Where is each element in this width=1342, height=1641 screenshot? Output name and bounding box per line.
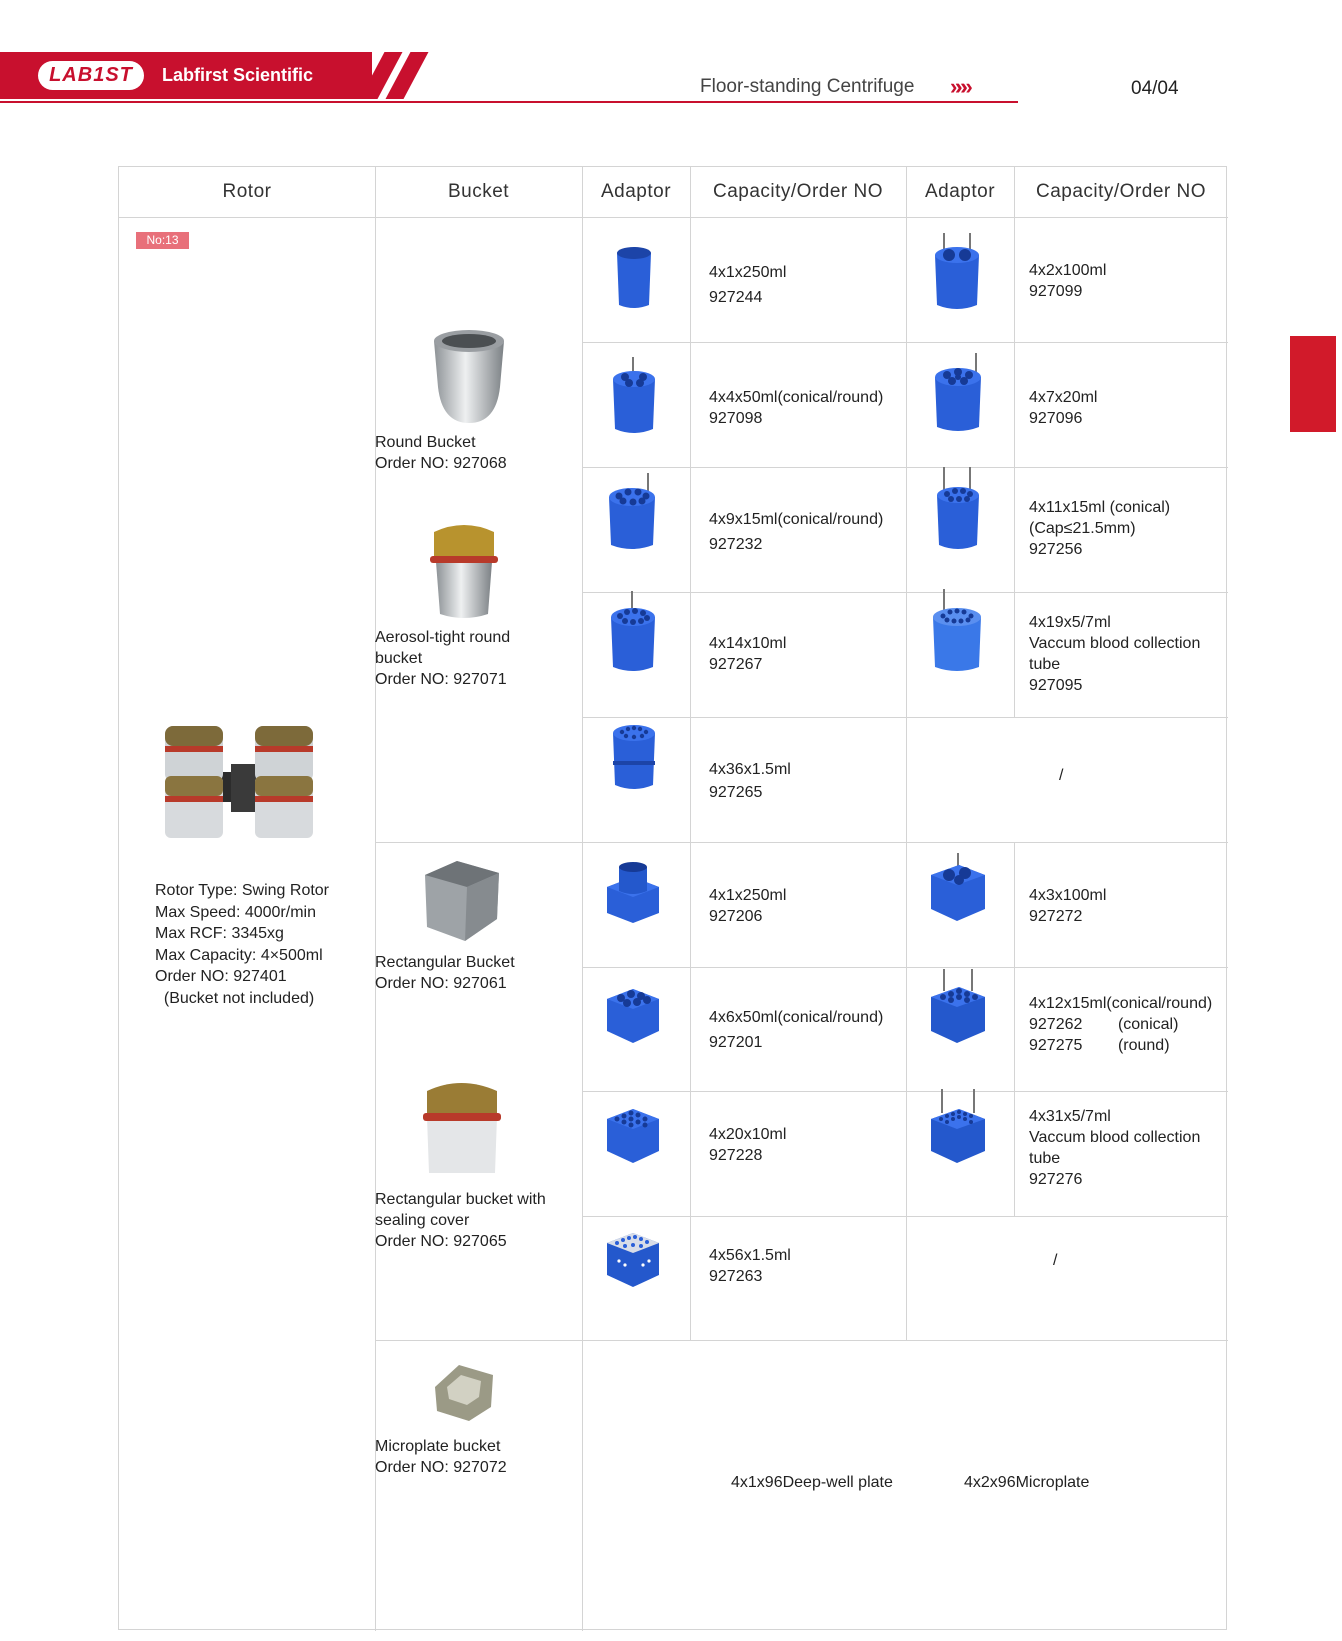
rotor-note: (Bucket not included) — [155, 989, 315, 1007]
brand-logo: LAB1ST — [38, 61, 144, 90]
capacity-cell: 4x3x100ml 927272 — [1029, 887, 1107, 925]
adaptor-9x15ml-image — [603, 473, 661, 553]
capacity-cell: 4x19x5/7ml Vaccum blood collection tube 927095 — [1029, 614, 1201, 694]
rotor-type: Rotor Type: Swing Rotor — [155, 882, 330, 899]
capacity-cell: 4x56x1.5ml 927263 — [709, 1247, 791, 1285]
company-name: Labfirst Scientific — [162, 65, 314, 85]
rotor-specs — [155, 880, 329, 1009]
rectangular-bucket-label: Rectangular Bucket Order NO: 927061 — [375, 954, 515, 992]
grid-line — [582, 1216, 1228, 1217]
empty-cell-slash: / — [1053, 1252, 1058, 1269]
adaptor-4x50ml-image — [607, 357, 661, 437]
adaptor-table — [118, 166, 1227, 1630]
sealed-rectangular-bucket-label: Rectangular bucket with sealing cover Order NO: 927065 — [375, 1191, 546, 1250]
adaptor-2x100ml-image — [929, 231, 985, 313]
capacity-cell: 4x2x100ml 927099 — [1029, 262, 1107, 300]
rotor-number-badge: No:13 — [136, 232, 189, 249]
grid-line — [582, 342, 1228, 343]
microplate-bucket-label: Microplate bucket Order NO: 927072 — [375, 1438, 507, 1476]
chevron-right-icon: »»» — [950, 74, 966, 99]
header-bucket: Bucket — [447, 181, 510, 202]
microplate-capacity-left: 4x1x96Deep-well plate — [731, 1474, 893, 1491]
grid-line — [582, 967, 1228, 968]
empty-cell-slash: / — [1059, 767, 1064, 784]
section-title: Floor-standing Centrifuge — [700, 76, 915, 97]
capacity-cell: 4x1x250ml 927244 — [709, 264, 787, 306]
grid-line — [119, 217, 1228, 218]
capacity-cell: 4x11x15ml (conical) (Cap≤21.5mm) 927256 — [1029, 499, 1171, 558]
aerosol-bucket-label: Aerosol-tight round bucket Order NO: 927071 — [375, 629, 511, 688]
adaptor-rect-1x250ml-image — [603, 857, 663, 927]
swing-rotor-image — [159, 712, 329, 852]
header-adaptor-2: Adaptor — [924, 181, 996, 202]
header-adaptor-1: Adaptor — [600, 181, 672, 202]
adaptor-rect-12x15ml-image — [927, 969, 989, 1047]
rectangular-bucket-image — [419, 857, 504, 947]
grid-line — [582, 717, 1228, 718]
rotor-max-speed: Max Speed: 4000r/min — [155, 903, 316, 921]
adaptor-rect-20x10ml-image — [603, 1101, 663, 1167]
side-tab — [1290, 336, 1336, 432]
grid-line — [1014, 167, 1015, 717]
adaptor-1x250ml-image — [609, 243, 659, 313]
capacity-cell: 4x36x1.5ml 927265 — [709, 761, 791, 801]
grid-line — [375, 167, 376, 1631]
grid-line — [1014, 842, 1015, 1216]
capacity-cell: 4x1x250ml 927206 — [709, 887, 787, 925]
capacity-cell: 4x12x15ml(conical/round) 927262 (conical) 927275 (round) — [1029, 995, 1213, 1054]
capacity-cell: 4x4x50ml(conical/round) 927098 — [709, 389, 884, 427]
sealed-rectangular-bucket-image — [419, 1077, 504, 1177]
adaptor-14x10ml-image — [605, 591, 661, 675]
capacity-cell: 4x14x10ml 927267 — [709, 635, 787, 673]
header-rotor: Rotor — [222, 181, 272, 202]
header-rule — [0, 101, 1018, 103]
grid-line — [375, 842, 1228, 843]
capacity-cell: 4x20x10ml 927228 — [709, 1126, 787, 1164]
adaptor-rect-31x5ml-image — [927, 1089, 989, 1167]
capacity-cell: 4x31x5/7ml Vaccum blood collection tube 927276 — [1029, 1108, 1201, 1188]
round-bucket-image — [424, 327, 514, 427]
adaptor-rect-56x1.5ml-image — [603, 1221, 663, 1291]
rotor-max-rcf: Max RCF: 3345xg — [155, 925, 284, 942]
capacity-cell: 4x9x15ml(conical/round) 927232 — [709, 511, 884, 553]
header-capacity-1: Capacity/Order NO — [712, 181, 884, 202]
grid-line — [582, 1091, 1228, 1092]
adaptor-rect-3x100ml-image — [927, 853, 989, 925]
adaptor-rect-6x50ml-image — [603, 977, 663, 1047]
grid-line — [582, 592, 1228, 593]
capacity-cell: 4x7x20ml 927096 — [1029, 389, 1098, 427]
adaptor-11x15ml-image — [929, 467, 987, 553]
microplate-capacity-right: 4x2x96Microplate — [964, 1474, 1090, 1491]
grid-line — [582, 467, 1228, 468]
rotor-max-capacity: Max Capacity: 4×500ml — [155, 946, 323, 964]
adaptor-19x5ml-image — [927, 589, 987, 675]
capacity-cell: 4x6x50ml(conical/round) 927201 — [709, 1009, 884, 1051]
aerosol-bucket-image — [424, 522, 504, 622]
grid-line — [582, 167, 583, 1631]
microplate-bucket-image — [429, 1357, 499, 1427]
rotor-order-no: Order NO: 927401 — [155, 968, 287, 985]
header-capacity-2: Capacity/Order NO — [1035, 181, 1207, 202]
round-bucket-label: Round Bucket Order NO: 927068 — [375, 434, 507, 472]
adaptor-7x20ml-image — [929, 353, 987, 435]
adaptor-36x1.5ml-image — [607, 717, 661, 793]
grid-line — [375, 1340, 1228, 1341]
page-number: 04/04 — [1131, 78, 1179, 99]
